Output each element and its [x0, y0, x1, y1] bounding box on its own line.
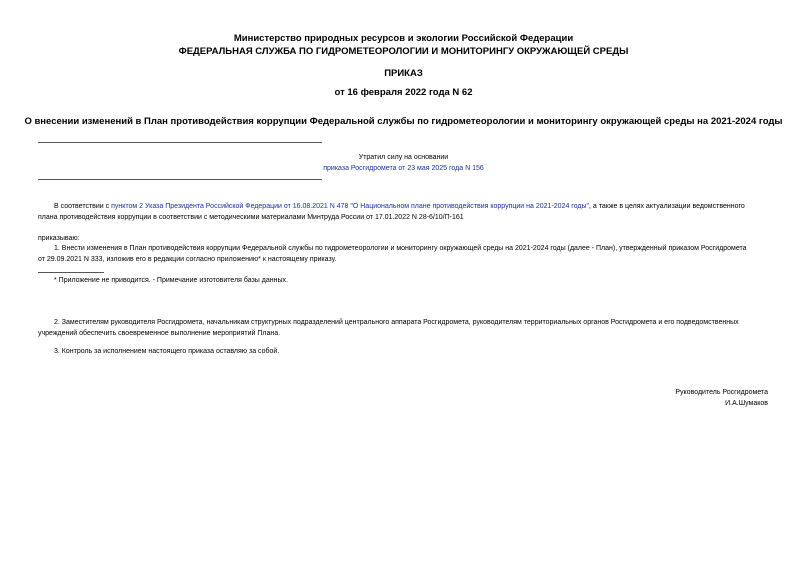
ministry-heading: Министерство природных ресурсов и экологии Российской Федерации: [233, 33, 574, 44]
preamble-paragraph: [38, 201, 768, 223]
item-1-paragraph: [38, 243, 768, 265]
item-2-line2: учреждений обеспечить своевременное выполнение мероприятий Плана.: [38, 330, 281, 337]
item-1-line1: 1. Внести изменения в План противодействия коррупции Федеральной службы по гидрометеорологии и мониторингу окружающей среды на 2021-2024 годы (далее - План), утвержденный приказом Росгидромета: [54, 245, 747, 252]
preamble-prefix: В соответствии с: [54, 203, 112, 210]
orders-word: приказываю:: [38, 235, 80, 242]
item-1-line2: от 29.09.2021 N 333, изложив его в редакции согласно приложению* к настоящему приказу.: [38, 256, 337, 263]
repeal-order-link[interactable]: приказа Росгидромета от 23 мая 2025 года N 156: [323, 165, 484, 172]
document-title: О внесении изменений в План противодействия коррупции Федеральной службы по гидрометеорологии и мониторингу окружающей среды на 2021-2024 годы: [24, 116, 783, 127]
item-3-paragraph: [38, 346, 768, 357]
status-text: Утратил силу на основании: [358, 154, 449, 161]
preamble-line2: плана противодействия коррупции в соответствии с методическими материалами Минтруда России от 17.01.2022 N 28-6/10/П-161: [38, 214, 464, 221]
doc-type-heading: ПРИКАЗ: [384, 68, 423, 79]
footnote-paragraph: [38, 275, 768, 286]
status-bottom-divider: [38, 179, 322, 180]
status-top-divider: [38, 142, 322, 143]
service-heading: ФЕДЕРАЛЬНАЯ СЛУЖБА ПО ГИДРОМЕТЕОРОЛОГИИ И МОНИТОРИНГУ ОКРУЖАЮЩЕЙ СРЕДЫ: [178, 46, 629, 57]
preamble-mid: , а также в целях актуализации ведомственного: [589, 203, 745, 210]
signature-position: Руководитель Росгидромета: [675, 389, 768, 396]
footnote-divider: [38, 272, 104, 273]
decree-link[interactable]: пунктом 2 Указа Президента Российской Федерации от 16.08.2021 N 478 "О Национальном плане противодействия коррупции на 2021-2024 годы": [111, 203, 590, 210]
footnote-text: * Приложение не приводится. - Примечание изготовителя базы данных.: [54, 277, 288, 284]
date-number-heading: от 16 февраля 2022 года N 62: [334, 87, 473, 98]
signature-name: И.А.Шумаков: [725, 400, 768, 407]
item-3-text: 3. Контроль за исполнением настоящего приказа оставляю за собой.: [54, 348, 280, 355]
item-2-paragraph: [38, 317, 768, 339]
item-2-line1: 2. Заместителям руководителя Росгидромета, начальникам структурных подразделений центрального аппарата Росгидромета, руководителям территориальных органов Росгидромета и его подведомственных: [54, 319, 739, 326]
